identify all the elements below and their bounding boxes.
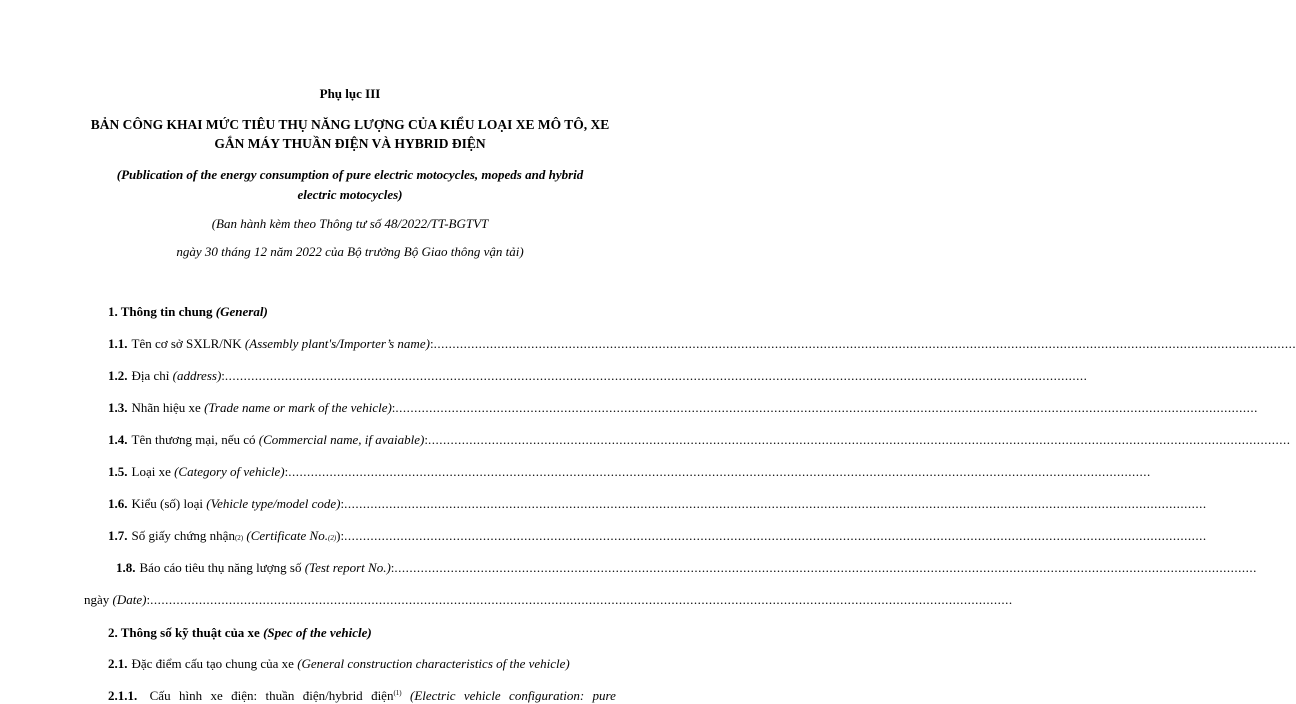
field-1-8[interactable] (116, 560, 1257, 576)
document-subtitle (0, 165, 700, 205)
fill-line: ...................................................................................................................................................................................................................................... (150, 592, 1013, 607)
document-title-line-1: BẢN CÔNG KHAI MỨC TIÊU THỤ NĂNG LƯỢNG CỦA KIỂU LOẠI XE MÔ TÔ, XE (90, 117, 610, 132)
field-label: Kiểu (số) loại (131, 496, 203, 511)
field-number: 2.1.1. (108, 688, 138, 703)
document-title-line-2: GẮN MÁY THUẦN ĐIỆN VÀ HYBRID ĐIỆN (214, 136, 486, 151)
field-label: ngày (84, 592, 110, 607)
word-en: configuration: (509, 688, 585, 703)
field-label: Số giấy chứng nhận (131, 528, 235, 543)
field-1-7[interactable]: 1.7. Số giấy chứng nhận (2) (Certificate No. (2) ): ...................................................................................................................................................................................................................................... (108, 528, 1207, 543)
field-label: Tên thương mại, nếu có (131, 432, 256, 447)
field-colon: : (221, 368, 225, 383)
field-1-6[interactable] (108, 496, 1207, 512)
word: hình (178, 688, 203, 703)
fill-line: ...................................................................................................................................................................................................................................... (344, 528, 1207, 543)
field-number: 1.5. (108, 464, 128, 479)
section-2-heading (108, 625, 372, 641)
field-number: 1.8. (116, 560, 136, 575)
appendix-label: Phụ lục III (319, 86, 381, 101)
document-subtitle-line-2: electric motocycles) (297, 187, 403, 202)
field-2-1-1 (108, 688, 616, 704)
field-label: Loại xe (131, 464, 171, 479)
section-2-label-en: (Spec of the vehicle) (263, 625, 372, 640)
word (371, 688, 402, 704)
footnote-marker: (1) (393, 689, 402, 697)
field-label: Địa chỉ (131, 368, 170, 383)
field-label-en: (Vehicle type/model code) (206, 496, 341, 511)
field-label: Đặc điểm cấu tạo chung của xe (131, 656, 294, 671)
field-1-4[interactable] (108, 432, 1291, 448)
word: thuần (265, 688, 295, 703)
word-text: điện (371, 688, 394, 703)
field-number: 2.1. (108, 656, 128, 671)
section-1-label: 1. Thông tin chung (108, 304, 213, 319)
field-label-en: (address) (172, 368, 222, 383)
field-1-1[interactable] (108, 336, 1296, 352)
document-title (0, 115, 700, 153)
word: xe (210, 688, 223, 703)
field-label: Tên cơ sở SXLR/NK (131, 336, 242, 351)
field-colon: : (146, 592, 151, 607)
field-label-en: (General construction characteristics of the vehicle) (297, 656, 570, 671)
field-colon: : (390, 560, 395, 575)
field-number: 1.7. (108, 528, 128, 543)
field-number: 1.6. (108, 496, 128, 511)
word-en: pure (592, 688, 616, 703)
field-number: 1.2. (108, 368, 128, 383)
issued-date: ngày 30 tháng 12 năm 2022 của Bộ trưởng Bộ Giao thông vận tải) (176, 244, 524, 259)
field-number: 1.1. (108, 336, 128, 351)
fill-line: ...................................................................................................................................................................................................................................... (394, 560, 1257, 575)
field-number: 1.4. (108, 432, 128, 447)
field-colon: : (429, 336, 434, 351)
field-label-en: (Test report No.) (304, 560, 391, 575)
field-1-3[interactable] (108, 400, 1258, 416)
field-colon: : (424, 432, 428, 447)
field-colon: : (340, 496, 345, 511)
fill-line: ...................................................................................................................................................................................................................................... (433, 336, 1296, 351)
field-label-en: (Category of vehicle) (174, 464, 285, 479)
word-en: vehicle (463, 688, 501, 703)
field-label-en: (Commercial name, if avaiable) (258, 432, 425, 447)
field-date[interactable] (84, 592, 1013, 608)
fill-line: ...................................................................................................................................................................................................................................... (428, 432, 1291, 447)
field-colon: : (284, 464, 289, 479)
field-2-1 (108, 656, 570, 672)
fill-line: ...................................................................................................................................................................................................................................... (224, 368, 1088, 383)
document-subtitle-line-1: (Publication of the energy consumption of pure electric motocycles, mopeds and hybrid (116, 167, 584, 182)
word: điện: (231, 688, 258, 703)
field-label-en: (Assembly plant's/Importer’s name) (244, 336, 430, 351)
section-2-label: 2. Thông số kỹ thuật của xe (108, 625, 260, 640)
section-1-heading (108, 304, 268, 320)
field-label-en: (Date) (112, 592, 147, 607)
word: Cấu (149, 688, 171, 703)
fill-line: ...................................................................................................................................................................................................................................... (288, 464, 1151, 479)
field-colon: : (391, 400, 396, 415)
field-1-5[interactable] (108, 464, 1151, 480)
field-label: Nhãn hiệu xe (131, 400, 201, 415)
section-1-label-en: (General) (215, 304, 268, 319)
fill-line: ...................................................................................................................................................................................................................................... (344, 496, 1207, 511)
word: điện/hybrid (302, 688, 363, 703)
issued-note: (Ban hành kèm theo Thông tư số 48/2022/TT-BGTVT (211, 216, 489, 231)
field-label: Báo cáo tiêu thụ năng lượng số (139, 560, 302, 575)
word-en: (Electric (410, 688, 456, 703)
field-1-2[interactable] (108, 368, 1088, 384)
fill-line: ...................................................................................................................................................................................................................................... (395, 400, 1258, 415)
field-colon: ): (336, 528, 345, 543)
field-number: 1.3. (108, 400, 128, 415)
field-label-en: (Certificate No. (246, 528, 328, 543)
field-label-en: (Trade name or mark of the vehicle) (204, 400, 392, 415)
